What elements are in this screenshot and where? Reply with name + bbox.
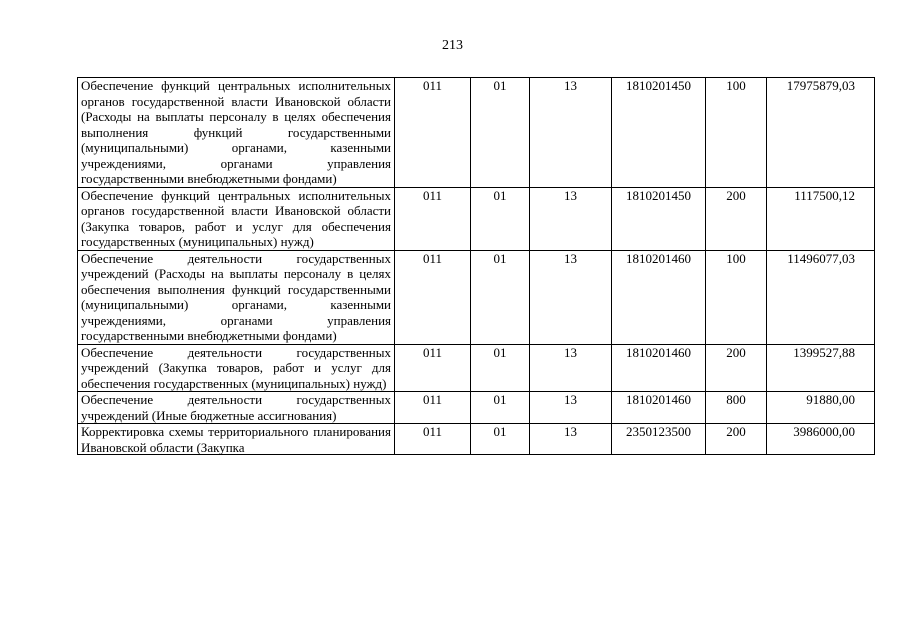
row-section-code: 01 — [471, 78, 530, 188]
row-ministry-code: 011 — [395, 392, 471, 424]
row-target-article: 2350123500 — [612, 424, 706, 455]
row-subsection-code: 13 — [530, 344, 612, 392]
row-amount: 3986000,00 — [767, 424, 875, 455]
row-expense-type: 200 — [706, 187, 767, 250]
row-subsection-code: 13 — [530, 78, 612, 188]
row-amount: 1399527,88 — [767, 344, 875, 392]
row-expense-type: 100 — [706, 250, 767, 344]
row-section-code: 01 — [471, 250, 530, 344]
row-target-article: 1810201450 — [612, 187, 706, 250]
row-amount: 91880,00 — [767, 392, 875, 424]
row-description: Обеспечение деятельности государственных учреждений (Иные бюджетные ассигнования) — [78, 392, 395, 424]
row-amount: 11496077,03 — [767, 250, 875, 344]
row-subsection-code: 13 — [530, 424, 612, 455]
row-amount: 17975879,03 — [767, 78, 875, 188]
row-subsection-code: 13 — [530, 187, 612, 250]
table-row — [78, 392, 875, 424]
row-ministry-code: 011 — [395, 250, 471, 344]
row-subsection-code: 13 — [530, 250, 612, 344]
row-section-code: 01 — [471, 187, 530, 250]
row-amount: 1117500,12 — [767, 187, 875, 250]
row-description: Обеспечение деятельности государственных учреждений (Закупка товаров, работ и услуг для обеспечения государственных (муниципальных) нужд) — [78, 344, 395, 392]
row-expense-type: 800 — [706, 392, 767, 424]
row-expense-type: 100 — [706, 78, 767, 188]
row-target-article: 1810201460 — [612, 392, 706, 424]
table-row — [78, 187, 875, 250]
row-ministry-code: 011 — [395, 187, 471, 250]
row-section-code: 01 — [471, 424, 530, 455]
row-target-article: 1810201460 — [612, 344, 706, 392]
table-row — [78, 344, 875, 392]
row-ministry-code: 011 — [395, 344, 471, 392]
row-description: Обеспечение функций центральных исполнительных органов государственной власти Ивановской области (Расходы на выплаты персоналу в целях обеспечения выполнения функций государственными (муниципальными) органами, казенными учреждениями, органами управления государственными внебюджетными фондами) — [78, 78, 395, 188]
row-description-cell — [78, 424, 395, 455]
table-row — [78, 424, 875, 455]
row-ministry-code: 011 — [395, 424, 471, 455]
row-description: Обеспечение функций центральных исполнительных органов государственной власти Ивановской области (Закупка товаров, работ и услуг для обеспечения государственных (муниципальных) нужд) — [78, 187, 395, 250]
row-description: Корректировка схемы территориального планирования Ивановской области (Закупка — [81, 424, 391, 454]
row-subsection-code: 13 — [530, 392, 612, 424]
row-target-article: 1810201460 — [612, 250, 706, 344]
budget-table — [77, 77, 875, 455]
row-expense-type: 200 — [706, 344, 767, 392]
row-target-article: 1810201450 — [612, 78, 706, 188]
row-description: Обеспечение деятельности государственных учреждений (Расходы на выплаты персоналу в целях обеспечения выполнения функций государственными (муниципальными) органами, казенными учреждениями, органами управления государственными внебюджетными фондами) — [78, 250, 395, 344]
row-ministry-code: 011 — [395, 78, 471, 188]
row-section-code: 01 — [471, 392, 530, 424]
row-expense-type: 200 — [706, 424, 767, 455]
row-section-code: 01 — [471, 344, 530, 392]
table-row — [78, 78, 875, 188]
table-row — [78, 250, 875, 344]
page-number: 213 — [442, 38, 463, 53]
